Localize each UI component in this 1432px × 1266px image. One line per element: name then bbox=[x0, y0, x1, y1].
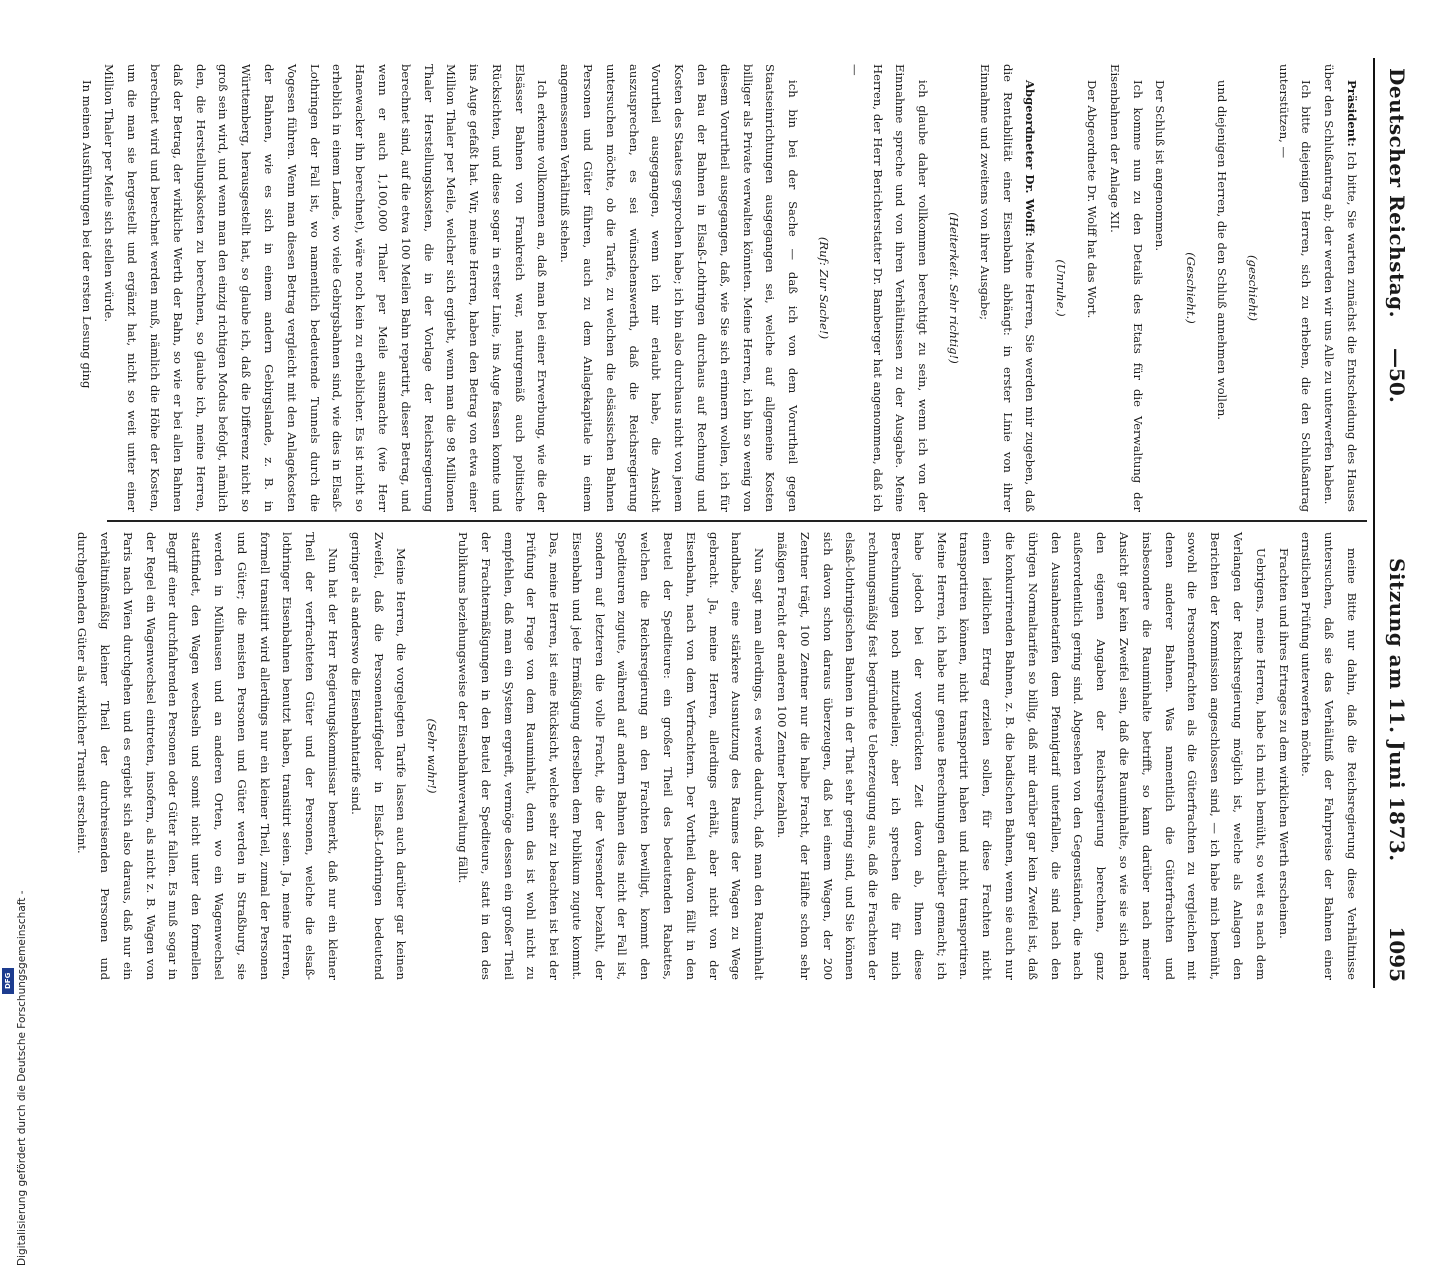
paragraph bbox=[770, 532, 1272, 980]
paragraph-text: Nun hat der Herr Regierungskommissar bemerkt, daß nur ein kleiner Theil der verfrachteten Güter und der Personen, welche die elsaß-lothringer Eisenbahnen benutzt haben, transitirt seien. Ja, meine Herren, formell transitirt wird allerdings nur ein kleiner Theil, zumal der Personen und Güter; die meisten Personen und Güter werden in Straßburg, sie werden in Mülhausen und an anderen Orten, wo ein Wagenwechsel stattfindet, den Wagen wechseln und somit nicht unter den formellen Begriff einer durchfahrenden Personen oder Güter fallen. Es muß sogar in der Regel ein Wagenwechsel eintreten, insofern, als nicht z. B. Wagen von Paris nach Wien durchgehen und es ergiebt sich also daraus, daß nur ein verhältnißmäßig kleiner Theil der durchreisenden Personen und durchgehenden Güter als wirklicher Transit erscheint. bbox=[75, 532, 340, 980]
newspaper-sheet bbox=[75, 58, 1415, 988]
paragraph-text: Frachten und ihres Ertrages zu dem wirklichen Werth erscheinen. bbox=[1276, 548, 1291, 939]
paragraph bbox=[1317, 64, 1363, 512]
paragraph bbox=[1103, 64, 1149, 512]
paragraph bbox=[1295, 532, 1363, 980]
stage-direction bbox=[1179, 64, 1202, 512]
paragraph-text: (Sehr wahr!) bbox=[425, 718, 440, 794]
speaker-name: Präsident: bbox=[1345, 80, 1359, 147]
paragraph-text: Meine Herren, Sie werden mir zugeben, daß die Rentabilität einer Eisenbahn abhängt: in erster Linie von ihrer Einnahme und zweitens von ihrer Ausgabe; bbox=[977, 64, 1038, 512]
paragraph-text: (Geschieht.) bbox=[1184, 252, 1199, 324]
paragraph-text: (Heiterkeit. Sehr richtig!) bbox=[947, 212, 962, 364]
paragraph-text: Ich bitte, Sie warten zunächst die Entscheidung des Hauses über den Schlußantrag ab; der werden wir uns Alle zu unterwerfen haben. bbox=[1322, 64, 1359, 512]
stage-direction bbox=[812, 64, 835, 512]
paragraph-text: Der Schluß ist angenommen. bbox=[1153, 80, 1168, 252]
left-column bbox=[75, 64, 1363, 512]
digitization-credit bbox=[2, 0, 28, 1266]
paragraph-text: Uebrigens, meine Herren, habe ich mich bemüht, so weit es nach dem Verlangen der Reichsregierung möglich ist, welche als Anlagen den Berichten der Kommission angeschlossen sind, — ich habe mich bemüht, sowohl die Personenfrachten als die Güterfrachten zu vergleichen mit denen anderer Bahnen. Was namentlich die Güterfrachten und insbesondere die Rauminhalte betrifft, so kann darüber nach meiner Ansicht gar kein Zweifel sein, daß die Rauminhalte, so wie sie sich nach den eigenen Angaben der Reichsregierung berechnen, ganz außerordentlich gering sind. Abgesehen von den Gegenständen, die nach den Ausnahmetarifen dem Pfennigtarif unterfallen, die sind nach den übrigen Normaltarifen so billig, daß mir darüber gar kein Zweifel ist, daß die konkurrirenden Bahnen, z. B. die badischen Bahnen, wenn sie auch nur einen leidlichen Ertrag erzielen sollen, für diese Frachten nicht transportiren können, nicht transportirt haben und nicht transportiren. Meine Herren, ich habe nur genaue Berechnungen darüber gemacht; ich habe jedoch bei der vorgerückten Zeit davon ab, Ihnen diese Berechnungen noch mitzutheilen; aber ich sprechen die für mich rechnungsmäßig fest begründete Ueberzeugung aus, daß die Frachten der elsaß-lothringischen Bahnen in der That sehr gering sind, und Sie können sich davon schon daraus überzeugen, daß bei einem Wagen, der 200 Zentner trägt, 100 Zentner nur die halbe Fracht, der Hälfte schon sehr mäßigen Fracht der anderen 100 Zentner bezahlen. bbox=[775, 532, 1268, 980]
paragraph bbox=[451, 532, 770, 980]
paragraph bbox=[344, 532, 412, 980]
session-date: Sitzung am 11. Juni 1873. bbox=[1385, 558, 1409, 862]
paragraph-text: Ich erkenne vollkommen an, daß man bei einer Erwerbung, wie die der Elsässer Bahnen von Frankreich war, naturgemäß auch politische Rücksichten, und diese sogar in erster Linie, ins Auge fassen konnte und ins Auge gefaßt hat. Wir, meine Herren, haben den Betrag von etwa einer Million Thaler per Meile, welcher sich ergiebt, wenn man die 98 Millionen Thaler Herstellungskosten, die in der Vorlage der Reichsregierung berechnet sind, auf die etwa 100 Meilen Bahn repartirt, dieser Betrag, und wenn er auch 1,100,000 Thaler per Meile ausmachte (wie Herr Hanewacker ihn berechnet), wäre noch kein zu erheblicher. Es ist nicht so erheblich in einem Lande, wo viele Gebirgsbahnen sind, wie dies in Elsaß-Lothringen der Fall ist, wo namentlich bedeutende Tunnels durch die Vogesen führen. Wenn man diesen Betrag vergleicht mit den Anlagekosten der Bahnen, wie es sich in einem andern Gebirgslande, z. B. in Württemberg, herausgestellt hat, so glaube ich, daß die Differenz nicht so groß sein wird, und wenn man den einzig richtigen Modus befolgt, nämlich den, die Herstellungskosten zu berechnen, so glaube ich, meine Herren, daß der Betrag, der wirkliche Werth der Bahn, so wie er bei allen Bahnen berechnet wird und berechnet werden muß, nämlich die Höhe der Kosten, um die man sie hergestellt und ergänzt hat, nicht so weit unter einer Million Thaler per Meile sich stellen würde. bbox=[102, 64, 550, 512]
paragraph-text: (Ruf: Zur Sache!) bbox=[817, 236, 832, 340]
paragraph bbox=[70, 532, 344, 980]
paragraph-text: Ich bitte diejenigen Herren, sich zu erheben, die den Schlußantrag unterstützen, — bbox=[1276, 64, 1314, 512]
paragraph-text: ich bin bei der Sache — daß ich von dem Vorurtheil gegen Staatseinrichtungen ausgegangen sei, welche auf allgemeine Kosten billiger als Private verwalten könnten. Meine Herren, ich bin so wenig von diesem Vorurtheil ausgegangen, daß, wie Sie sich erinnern wollen, ich für den Bau der Bahnen in Elsaß-Lothringen durchaus auf Rechnung und Kosten des Staates gesprochen habe; ich bin also durchaus nicht von jenem Vorurtheil ausgegangen, wenn ich mir erlaubt habe, die Ansicht auszusprechen, es sei wünschenswerth, daß die Reichsregierung untersuchen möchte, ob die Tarife, zu welchen die elsässischen Bahnen Personen und Güter führen, auch zu dem Anlagekapitale in einem angemessenen Verhältniß stehen. bbox=[558, 64, 801, 512]
paragraph bbox=[98, 64, 554, 512]
stage-direction bbox=[420, 532, 443, 980]
paragraph bbox=[75, 64, 98, 512]
column-divider bbox=[107, 520, 1367, 522]
page-header bbox=[1373, 58, 1415, 988]
stage-direction bbox=[1241, 64, 1264, 512]
paragraph bbox=[554, 64, 805, 512]
paragraph bbox=[973, 64, 1041, 512]
dfg-logo: DFG bbox=[2, 968, 14, 994]
stage-direction bbox=[942, 64, 965, 512]
paragraph bbox=[1080, 64, 1103, 512]
paragraph-text: Nun sagt man allerdings, es werde dadurch, daß man den Rauminhalt handhabe, eine stärkere Ausnutzung des Raumes der Wagen zu Wege gebracht. Ja, meine Herren, allerdings erhält, aber nicht von der Eisenbahn, nach von dem Verfrachtern. Der Vortheil davon fällt in den Beutel der Spediteure: ein großer Theil des bedeutenden Rabattes, welchen die Reichsregierung an den Frachten bewilligt, kommt den Spediteuren zugute, während auf andern Bahnen dies nicht der Fall ist, sondern auf letzteren die volle Fracht, die der Versender bezahlt, der Eisenbahn und jede Ermäßigung derselben dem Publikum zugute kommt. Das, meine Herren, ist eine Rücksicht, welche sehr zu beachten ist bei der Prüfung der Frage von dem Rauminhalt, denn das ist wohl nicht zu empfehlen, daß man ein System ergreift, vermöge dessen ein großer Theil der Frachtermäßigungen in den Beutel der Spediteure, statt in den des Publikums beziehungsweise der Eisenbahnverwaltung fällt. bbox=[455, 532, 767, 980]
speaker-name: Abgeordneter Dr. Wolff: bbox=[1023, 80, 1038, 237]
paragraph-text: (Unruhe.) bbox=[1054, 259, 1069, 317]
paragraph-text: Ich komme nun zu den Details des Etats für die Verwaltung der Eisenbahnen der Anlage XII. bbox=[1107, 64, 1145, 512]
page-number: 1095 bbox=[1385, 926, 1409, 982]
paragraph bbox=[1210, 64, 1233, 512]
credit-text: Digitalisierung gefördert durch die Deutsche Forschungsgemeinschaft - bbox=[16, 890, 28, 1266]
session-number: 50. bbox=[1385, 368, 1409, 403]
stage-direction bbox=[1049, 64, 1072, 512]
paragraph-text: Der Abgeordnete Dr. Wolff hat das Wort. bbox=[1085, 80, 1100, 319]
paragraph-text: In meinen Ausführungen bei der ersten Lesung ging bbox=[79, 80, 94, 389]
paragraph bbox=[1272, 532, 1295, 980]
paragraph-text: und diejenigen Herren, die den Schluß annehmen wollen. bbox=[1215, 80, 1230, 420]
paragraph bbox=[843, 64, 934, 512]
right-column bbox=[70, 532, 1363, 980]
paragraph bbox=[1149, 64, 1172, 512]
publication-title: Deutscher Reichstag. bbox=[1385, 68, 1409, 319]
paragraph-text: (geschieht) bbox=[1245, 255, 1260, 321]
paragraph bbox=[1272, 64, 1318, 512]
header-dash: — bbox=[1385, 348, 1409, 368]
paragraph-text: meine Bitte nur dahin, daß die Reichsregierung diese Verhältnisse untersuchen, daß sie das Verhältniß der Fahrpreise der Bahnen einer ernstlichen Prüfung unterwerfen möchte. bbox=[1299, 532, 1359, 980]
paragraph-text: Meine Herren, die vorgelegten Tarife lassen auch darüber gar keinen Zweifel, daß die Personentarifgelder in Elsaß-Lothringen bedeutend geringer als anderswo die Eisenbahntarife sind. bbox=[348, 532, 409, 980]
paragraph-text: ich glaube daher vollkommen berechtigt zu sein, wenn ich von der Einnahme spreche und von ihren Verhältnissen zu der Ausgabe. Meine Herren, der Herr Berichterstatter Dr. Bamberger hat angenommen, daß ich — bbox=[847, 64, 931, 512]
